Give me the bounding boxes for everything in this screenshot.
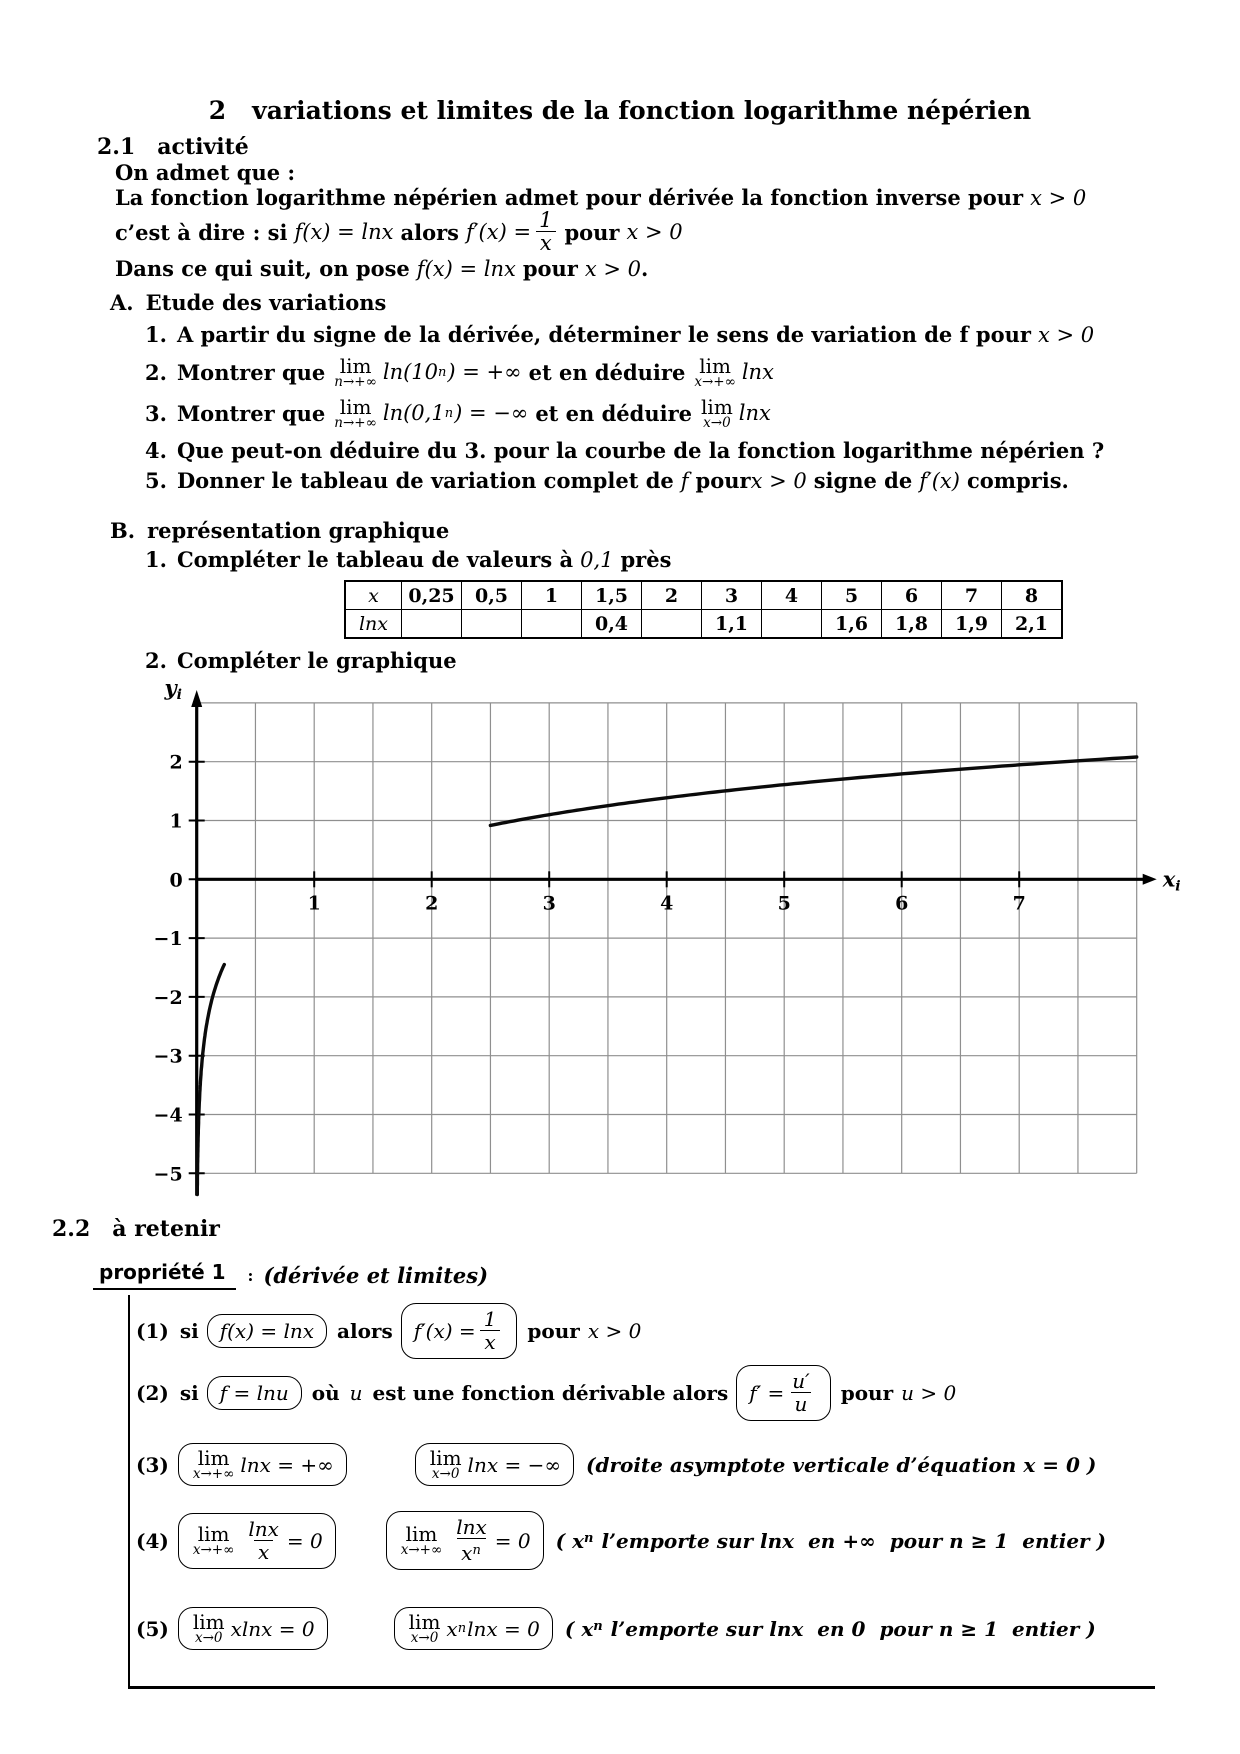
math: u > 0 — [901, 1381, 957, 1405]
section-number: 2 — [208, 96, 227, 125]
fraction — [244, 1518, 283, 1564]
formula: f′ = — [749, 1381, 785, 1405]
svg-text:4: 4 — [660, 892, 674, 915]
text: est une fonction dérivable alors — [372, 1381, 729, 1405]
text: près — [620, 547, 672, 572]
item-number: 2. — [145, 359, 167, 385]
math: f — [680, 468, 689, 493]
math: x > 0 — [1037, 322, 1095, 347]
math: n ≥ 1 — [949, 1528, 1009, 1553]
table-cell — [642, 610, 702, 639]
part-title: représentation graphique — [147, 518, 450, 543]
formula-box — [401, 1303, 518, 1359]
svg-text:5: 5 — [777, 892, 791, 915]
intro-line-2 — [115, 210, 683, 254]
text: pour — [522, 256, 578, 281]
remark — [565, 1617, 1096, 1641]
formula-box — [386, 1511, 544, 1570]
limit-operator — [193, 1612, 225, 1645]
table-cell: 3 — [702, 581, 762, 610]
text: Compléter le graphique — [176, 648, 457, 673]
text: c’est à dire : si — [115, 219, 288, 245]
lim-subscript: x→+∞ — [192, 1542, 235, 1558]
numerator: lnx — [248, 1516, 279, 1541]
denominator: u — [791, 1392, 812, 1416]
math: +∞ — [842, 1528, 876, 1553]
text: Montrer que — [176, 400, 326, 426]
table-cell: 5 — [822, 581, 882, 610]
text: pour — [879, 1616, 932, 1641]
item-number: (5) — [136, 1616, 169, 1641]
formula: lnx = −∞ — [467, 1452, 561, 1477]
formula: f = lnu — [219, 1381, 289, 1405]
svg-text:−2: −2 — [153, 986, 183, 1009]
table-cell: 0,25 — [402, 581, 462, 610]
lim-word: lim — [408, 1610, 441, 1634]
subsection-title: à retenir — [112, 1216, 220, 1242]
math: ln(10 — [382, 360, 439, 384]
table-row-lnx — [345, 610, 1062, 639]
formula: = 0 — [286, 1528, 323, 1553]
svg-text:yi: yi — [164, 675, 182, 703]
exponent: n — [438, 364, 447, 380]
fraction — [452, 1516, 491, 1565]
exponent: n — [584, 1530, 594, 1546]
property-name: propriété 1 — [93, 1260, 236, 1290]
math: x > 0 — [626, 220, 683, 244]
table-cell: 1,1 — [702, 610, 762, 639]
lim-word: lim — [429, 1446, 462, 1470]
lim-subscript: n→+∞ — [334, 414, 377, 431]
remark — [556, 1529, 1106, 1553]
text: entier ) — [1022, 1528, 1107, 1553]
part-a-heading — [110, 290, 386, 315]
text: ( — [555, 1528, 566, 1553]
lim-word: lim — [405, 1522, 438, 1546]
svg-text:xi: xi — [1162, 866, 1181, 895]
property-item-5 — [136, 1607, 1096, 1650]
formula-box — [178, 1443, 347, 1486]
table-cell: 6 — [882, 581, 942, 610]
exponent: n — [472, 1543, 481, 1558]
lim-subscript: x→+∞ — [694, 373, 736, 390]
svg-text:−1: −1 — [153, 928, 183, 951]
math: 0 — [851, 1616, 866, 1641]
property-heading — [93, 1260, 488, 1290]
subsection-title: activité — [157, 134, 249, 160]
math: lnx — [769, 1616, 804, 1641]
math: lnx — [760, 1528, 795, 1553]
text: Compléter le tableau de valeurs à — [176, 547, 574, 572]
math: x > 0 — [1030, 185, 1087, 210]
lim-word: lim — [699, 353, 731, 378]
text: A partir du signe de la dérivée, déterminer le sens de variation de f pour — [176, 322, 1031, 347]
part-label: B. — [110, 518, 136, 543]
text: alors — [337, 1319, 393, 1343]
svg-text:−3: −3 — [153, 1045, 183, 1068]
svg-text:2: 2 — [169, 751, 183, 774]
text: ( — [564, 1616, 575, 1641]
exponent: n — [444, 405, 454, 421]
math: x > 0 — [750, 468, 807, 493]
svg-text:0: 0 — [169, 869, 183, 892]
table-cell — [402, 610, 462, 639]
math: x > 0 — [584, 256, 642, 281]
page-title — [0, 96, 1240, 125]
math: x > 0 — [587, 1319, 642, 1343]
text: . — [641, 256, 649, 281]
formula-box — [178, 1607, 328, 1650]
lim-word: lim — [197, 1522, 230, 1546]
table-cell — [522, 610, 582, 639]
table-cell: 8 — [1002, 581, 1063, 610]
remark — [586, 1453, 1096, 1477]
lim-subscript: x→0 — [194, 1630, 223, 1646]
property-item-3 — [136, 1443, 1096, 1486]
text: On admet que : — [115, 160, 296, 185]
intro-line-1 — [115, 185, 1086, 210]
math: lnx — [741, 360, 774, 384]
svg-text:−4: −4 — [153, 1104, 183, 1127]
text: pour — [889, 1528, 943, 1553]
property-subtitle: (dérivée et limites) — [263, 1262, 489, 1288]
limit-operator — [193, 1448, 234, 1481]
math: f(x) = lnx — [416, 256, 516, 281]
text: pour — [564, 219, 620, 245]
svg-text:1: 1 — [169, 810, 183, 833]
table-cell: 1,6 — [822, 610, 882, 639]
formula: f′(x) = — [413, 1319, 476, 1343]
svg-text:3: 3 — [542, 892, 556, 915]
lim-subscript: x→0 — [703, 414, 731, 431]
text: en — [808, 1528, 836, 1553]
table-cell: 0,4 — [582, 610, 642, 639]
subsection-number: 2.1 — [97, 134, 136, 160]
colon: : — [247, 1265, 254, 1285]
lim-word: lim — [192, 1610, 225, 1634]
text: ) — [1086, 1452, 1097, 1477]
formula-box — [207, 1376, 302, 1410]
formula: = 0 — [494, 1528, 531, 1553]
formula-box — [736, 1365, 830, 1421]
lim-subscript: x→0 — [431, 1466, 460, 1482]
text: Que peut-on déduire du 3. pour la courbe de la fonction logarithme népérien ? — [176, 438, 1105, 463]
text: signe de — [813, 468, 913, 493]
item-number: 5. — [145, 468, 167, 493]
denominator: x — [254, 1540, 273, 1564]
subsection-22-heading — [52, 1216, 220, 1242]
text: et en déduire — [528, 359, 686, 385]
table-cell: 0,5 — [462, 581, 522, 610]
limit-operator — [409, 1612, 441, 1645]
text: où — [311, 1381, 340, 1405]
section-title-text: variations et limites de la fonction logarithme népérien — [252, 96, 1032, 125]
limit-operator — [334, 353, 377, 390]
text: entier ) — [1011, 1616, 1096, 1641]
table-cell — [762, 610, 822, 639]
math: x — [581, 1616, 594, 1641]
item-number: 3. — [145, 400, 167, 426]
formula: lnx = +∞ — [240, 1452, 334, 1477]
math: ln(0,1 — [382, 401, 445, 425]
item-number: (4) — [136, 1528, 169, 1553]
limit-operator — [430, 1448, 462, 1481]
item-a1 — [145, 322, 1094, 347]
table-row-x — [345, 581, 1062, 610]
math: f′(x) — [919, 468, 960, 493]
text: (droite asymptote verticale d’équation — [586, 1452, 1017, 1477]
property-item-2 — [136, 1365, 956, 1421]
text: si — [179, 1319, 199, 1343]
formula-box — [415, 1443, 574, 1486]
intro-line-3 — [115, 256, 648, 281]
fraction — [535, 209, 556, 255]
table-cell: 4 — [762, 581, 822, 610]
text: Donner le tableau de variation complet de — [176, 468, 674, 493]
svg-text:2: 2 — [425, 892, 439, 915]
svg-text:7: 7 — [1012, 892, 1026, 915]
table-cell: 1,5 — [582, 581, 642, 610]
formula-box — [178, 1513, 336, 1569]
math: lnx — [738, 401, 771, 425]
exponent: n — [593, 1618, 603, 1634]
text: Montrer que — [176, 359, 326, 385]
math: 0,1 — [580, 547, 614, 572]
exponent: n — [457, 1621, 467, 1636]
item-a2 — [145, 352, 774, 392]
table-cell: 1,9 — [942, 610, 1002, 639]
math: x = 0 — [1023, 1452, 1080, 1477]
text: pour — [527, 1319, 580, 1343]
limit-operator — [694, 353, 736, 390]
text: Dans ce qui suit, on pose — [115, 256, 410, 281]
text: La fonction logarithme népérien admet pour dérivée la fonction inverse pour — [115, 185, 1024, 210]
lim-word: lim — [701, 394, 733, 419]
formula: f(x) = lnx — [219, 1319, 315, 1343]
part-b-heading — [110, 518, 449, 543]
item-number: (1) — [136, 1319, 169, 1343]
part-title: Etude des variations — [145, 290, 387, 315]
property-item-1 — [136, 1303, 641, 1359]
math: f(x) = lnx — [294, 220, 394, 244]
text: l’emporte sur — [601, 1528, 754, 1553]
math: ) = −∞ — [454, 401, 529, 425]
fraction — [788, 1370, 813, 1416]
svg-text:6: 6 — [895, 892, 909, 915]
denominator: x — [480, 1330, 499, 1354]
denominator: x — [536, 231, 556, 255]
lim-word: lim — [197, 1446, 230, 1470]
table-cell: 7 — [942, 581, 1002, 610]
limit-operator — [193, 1524, 234, 1557]
item-b1 — [145, 547, 671, 572]
part-label: A. — [110, 290, 134, 315]
property-item-4 — [136, 1511, 1106, 1570]
limit-operator — [334, 394, 377, 431]
math: u — [349, 1381, 363, 1405]
math: n ≥ 1 — [938, 1616, 998, 1641]
subsection-number: 2.2 — [52, 1216, 91, 1242]
text: pour — [840, 1381, 894, 1405]
math: ) = +∞ — [447, 360, 522, 384]
lim-word: lim — [339, 353, 372, 378]
formula-box — [207, 1314, 327, 1348]
item-number: (3) — [136, 1452, 169, 1477]
numerator: u′ — [792, 1369, 810, 1393]
limit-operator — [401, 1524, 442, 1557]
table-cell: lnx — [345, 610, 402, 639]
svg-text:1: 1 — [307, 892, 321, 915]
lim-word: lim — [339, 394, 372, 419]
text: l’emporte sur — [610, 1616, 763, 1641]
formula: lnx = 0 — [467, 1616, 540, 1641]
text: compris. — [966, 468, 1069, 493]
item-a5 — [145, 468, 1069, 493]
lim-subscript: n→+∞ — [334, 373, 377, 390]
math: f′(x) = — [466, 220, 532, 244]
text: alors — [400, 219, 460, 245]
denominator: x — [461, 1541, 473, 1565]
subsection-21-heading — [97, 134, 249, 160]
text: si — [179, 1381, 199, 1405]
table-cell: 2,1 — [1002, 610, 1063, 639]
lim-subscript: x→+∞ — [400, 1542, 443, 1558]
table-cell — [462, 610, 522, 639]
item-a4 — [145, 438, 1104, 463]
ln-curve-graph — [140, 665, 1200, 1205]
numerator: 1 — [483, 1307, 497, 1331]
lim-subscript: x→0 — [410, 1630, 439, 1646]
formula: xlnx = 0 — [230, 1616, 315, 1641]
item-number: (2) — [136, 1381, 169, 1405]
item-a3 — [145, 393, 771, 433]
text: en — [817, 1616, 845, 1641]
table-cell: 1,8 — [882, 610, 942, 639]
table-cell: 1 — [522, 581, 582, 610]
numerator: lnx — [456, 1515, 487, 1539]
table-cell: 2 — [642, 581, 702, 610]
item-number: 2. — [145, 648, 167, 673]
intro-line-admet — [115, 160, 295, 185]
numerator: 1 — [539, 208, 553, 232]
text: et en déduire — [535, 400, 693, 426]
table-cell: x — [345, 581, 402, 610]
values-table — [344, 580, 1063, 639]
formula: x — [446, 1616, 458, 1641]
fraction — [480, 1308, 501, 1354]
property-body — [128, 1295, 1155, 1689]
item-number: 4. — [145, 438, 167, 463]
svg-text:−5: −5 — [153, 1163, 183, 1186]
formula-box — [394, 1607, 553, 1650]
item-number: 1. — [145, 322, 167, 347]
item-number: 1. — [145, 547, 167, 572]
lim-subscript: x→+∞ — [192, 1466, 235, 1482]
limit-operator — [701, 394, 733, 431]
text: pour — [695, 468, 751, 493]
math: x — [572, 1528, 585, 1553]
